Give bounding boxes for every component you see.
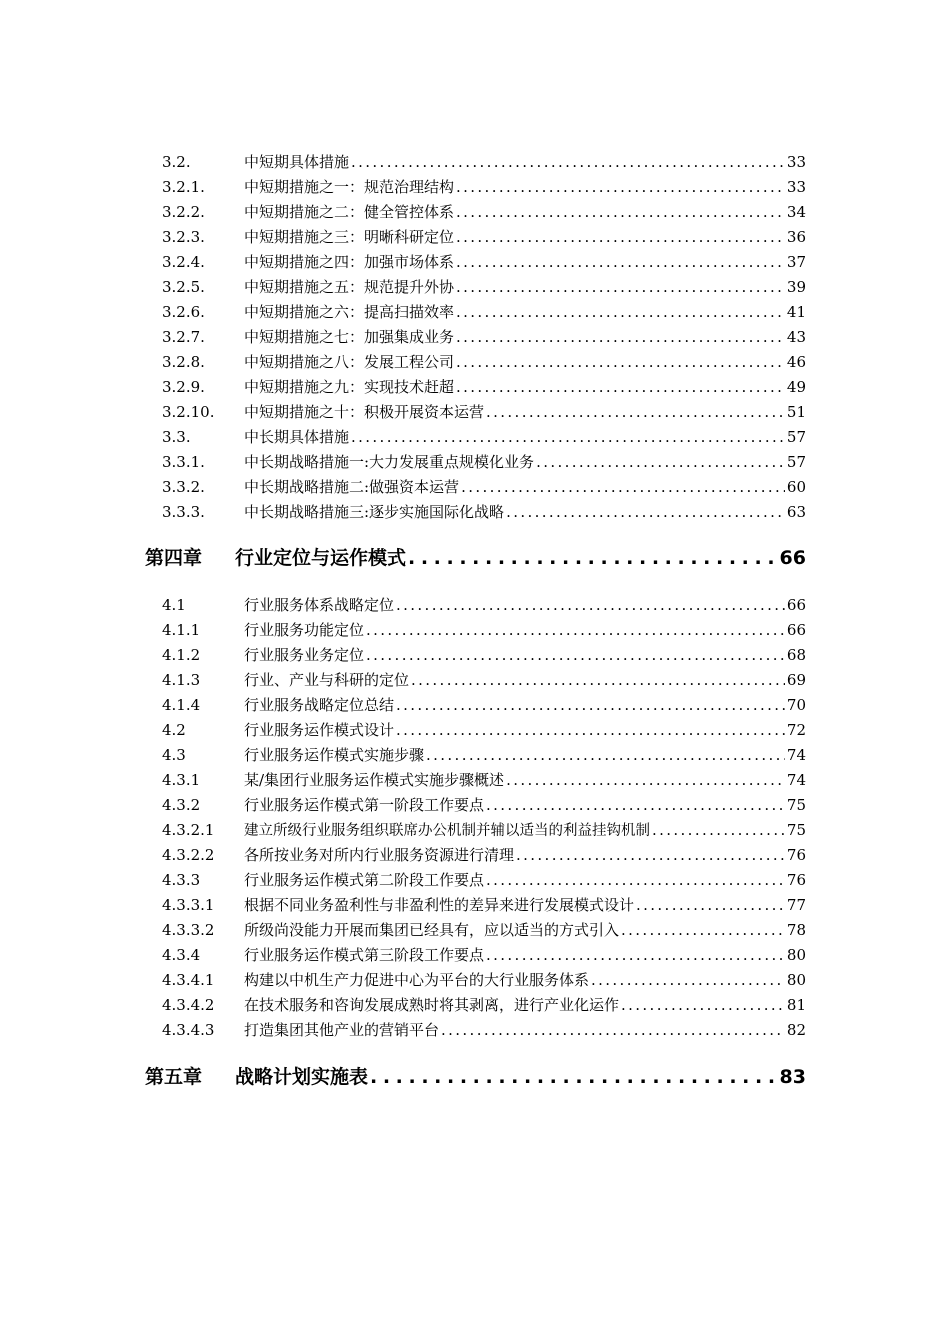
toc-entry[interactable] [162, 768, 806, 792]
toc-entry[interactable] [162, 843, 806, 867]
toc-entry-number: 3.2.7. [162, 328, 205, 346]
toc-entry-page: 77 [786, 896, 806, 914]
toc-entry[interactable] [162, 668, 806, 692]
toc-dot-leader [591, 968, 785, 992]
toc-entry-number: 4.3.3.2 [162, 921, 215, 939]
toc-entry-title: 中长期具体措施 [244, 428, 350, 446]
toc-entry-number: 4.3.2 [162, 796, 201, 814]
toc-entry-page: 74 [786, 771, 806, 789]
toc-entry-page: 41 [786, 303, 806, 321]
toc-entry-title: 根据不同业务盈利性与非盈利性的差异来进行发展模式设计 [244, 896, 635, 914]
toc-dot-leader [351, 425, 785, 449]
toc-entry-number: 3.2.10. [162, 403, 215, 421]
toc-dot-leader [351, 150, 785, 174]
toc-entry-title: 行业服务运作模式实施步骤 [244, 746, 425, 764]
toc-entry[interactable] [162, 693, 806, 717]
toc-entry[interactable] [162, 993, 806, 1017]
toc-entry[interactable] [162, 943, 806, 967]
toc-entry-number: 4.1.1 [162, 621, 201, 639]
toc-entry-number: 4.1.4 [162, 696, 201, 714]
toc-entry[interactable] [162, 225, 806, 249]
toc-dot-leader [396, 593, 785, 617]
toc-entry[interactable] [162, 643, 806, 667]
toc-entry-page: 75 [786, 821, 806, 839]
toc-dot-leader [456, 275, 785, 299]
toc-entry-title: 中短期具体措施 [244, 153, 350, 171]
toc-entry-number: 4.1.3 [162, 671, 201, 689]
toc-entry-number: 3.2.3. [162, 228, 205, 246]
toc-entry[interactable] [162, 1018, 806, 1042]
toc-entry-number: 3.3.1. [162, 453, 205, 471]
toc-dot-leader [621, 918, 785, 942]
toc-entry-page: 82 [786, 1021, 806, 1039]
toc-entry[interactable] [162, 743, 806, 767]
toc-entry-title: 中长期战略措施三:逐步实施国际化战略 [244, 503, 505, 521]
toc-entry-title: 行业服务运作模式第三阶段工作要点 [244, 946, 485, 964]
toc-entry[interactable] [162, 175, 806, 199]
toc-entry-page: 69 [786, 671, 806, 689]
toc-entry-page: 80 [786, 946, 806, 964]
toc-entry-page: 51 [786, 403, 806, 421]
toc-entry-title: 行业服务业务定位 [244, 646, 365, 664]
toc-entry-number: 4.3.3.1 [162, 896, 215, 914]
toc-entry[interactable] [162, 300, 806, 324]
toc-entry-title: 建立所级行业服务组织联席办公机制并辅以适当的利益挂钩机制 [244, 823, 650, 839]
toc-dot-leader [456, 375, 785, 399]
toc-dot-leader [456, 250, 785, 274]
toc-entry[interactable] [162, 425, 806, 449]
toc-entry-title: 中短期措施之九：实现技术赶超 [244, 378, 455, 396]
toc-entry[interactable] [162, 250, 806, 274]
toc-dot-leader [636, 893, 785, 917]
toc-entry[interactable] [162, 275, 806, 299]
chapter-page: 66 [779, 547, 806, 569]
toc-entry-number: 4.3.1 [162, 771, 201, 789]
toc-entry-page: 68 [786, 646, 806, 664]
toc-entry-title: 中短期措施之七：加强集成业务 [244, 328, 455, 346]
toc-entry-page: 70 [786, 696, 806, 714]
toc-entry[interactable] [162, 793, 806, 817]
toc-entry-number: 4.3.4.1 [162, 971, 215, 989]
toc-entry-page: 78 [786, 921, 806, 939]
toc-entry-title: 行业服务运作模式第一阶段工作要点 [244, 796, 485, 814]
toc-chapter-5[interactable] [145, 1062, 806, 1092]
toc-entry-page: 37 [786, 253, 806, 271]
toc-entry-title: 中短期措施之四：加强市场体系 [244, 253, 455, 271]
toc-entry[interactable] [162, 325, 806, 349]
toc-entry-title: 中短期措施之一：规范治理结构 [244, 178, 455, 196]
toc-chapter-4[interactable] [145, 543, 806, 573]
toc-entry-page: 57 [786, 453, 806, 471]
toc-entry-title: 中短期措施之六：提高扫描效率 [244, 303, 455, 321]
toc-entry-title: 行业服务运作模式第二阶段工作要点 [244, 871, 485, 889]
toc-dot-leader [486, 868, 785, 892]
toc-entry[interactable] [162, 475, 806, 499]
toc-entry-title: 中短期措施之二：健全管控体系 [244, 203, 455, 221]
toc-entry-page: 81 [786, 996, 806, 1014]
toc-entry-page: 33 [786, 178, 806, 196]
toc-entry-title: 行业服务运作模式设计 [244, 721, 395, 739]
toc-dot-leader [456, 175, 785, 199]
toc-entry-page: 36 [786, 228, 806, 246]
toc-entry-page: 66 [786, 596, 806, 614]
chapter-page: 83 [779, 1066, 806, 1088]
toc-entry-number: 3.2.2. [162, 203, 205, 221]
toc-entry-number: 3.2.9. [162, 378, 205, 396]
toc-dot-leader [456, 225, 785, 249]
toc-entry-page: 46 [786, 353, 806, 371]
toc-entry-number: 4.3.4.2 [162, 996, 215, 1014]
toc-entry-title: 打造集团其他产业的营销平台 [244, 1021, 440, 1039]
toc-entry-title: 行业服务体系战略定位 [244, 596, 395, 614]
toc-dot-leader [441, 1018, 785, 1042]
toc-entry-number: 4.3.2.1 [162, 821, 215, 839]
toc-dot-leader [456, 350, 785, 374]
toc-dot-leader [366, 618, 785, 642]
toc-dot-leader [486, 793, 785, 817]
toc-entry-page: 57 [786, 428, 806, 446]
toc-entry-title: 中短期措施之三：明晰科研定位 [244, 228, 455, 246]
toc-entry-title: 行业服务战略定位总结 [244, 696, 395, 714]
toc-dot-leader [456, 300, 785, 324]
toc-dot-leader [456, 325, 785, 349]
toc-entry-page: 60 [786, 478, 806, 496]
toc-entry-number: 3.2.6. [162, 303, 205, 321]
toc-entry-page: 75 [786, 796, 806, 814]
toc-entry-title: 中长期战略措施二:做强资本运营 [244, 478, 460, 496]
toc-entry-number: 4.3.4 [162, 946, 201, 964]
toc-entry-number: 3.3. [162, 428, 191, 446]
toc-entry-title: 某/集团行业服务运作模式实施步骤概述 [244, 771, 505, 789]
toc-entry-page: 43 [786, 328, 806, 346]
toc-entry-page: 66 [786, 621, 806, 639]
toc-entry-page: 33 [786, 153, 806, 171]
toc-entry-page: 63 [786, 503, 806, 521]
toc-entry[interactable] [162, 893, 806, 917]
toc-entry-page: 34 [786, 203, 806, 221]
toc-entry[interactable] [162, 200, 806, 224]
toc-entry[interactable] [162, 618, 806, 642]
toc-dot-leader [486, 400, 785, 424]
toc-dot-leader [408, 543, 778, 573]
toc-entry-number: 3.2.5. [162, 278, 205, 296]
toc-entry-page: 76 [786, 871, 806, 889]
toc-entry[interactable] [162, 350, 806, 374]
toc-dot-leader [621, 993, 785, 1017]
toc-entry-title: 中短期措施之五：规范提升外协 [244, 278, 455, 296]
toc-entry-page: 74 [786, 746, 806, 764]
toc-entry-number: 4.3.4.3 [162, 1021, 215, 1039]
toc-entry[interactable] [162, 500, 806, 524]
toc-entry-page: 80 [786, 971, 806, 989]
toc-entry[interactable] [162, 868, 806, 892]
toc-dot-leader [461, 475, 785, 499]
toc-entry[interactable] [162, 450, 806, 474]
toc-entry[interactable] [162, 918, 806, 942]
toc-dot-leader [366, 643, 785, 667]
toc-entry[interactable] [162, 718, 806, 742]
toc-dot-leader [506, 500, 785, 524]
toc-entry-number: 4.1 [162, 596, 186, 614]
chapter-number: 第四章 [145, 547, 203, 569]
toc-entry-page: 72 [786, 721, 806, 739]
toc-dot-leader [506, 768, 785, 792]
toc-entry-title: 行业、产业与科研的定位 [244, 671, 410, 689]
toc-entry[interactable] [162, 400, 806, 424]
toc-dot-leader [426, 743, 785, 767]
toc-dot-leader [396, 693, 785, 717]
toc-dot-leader [370, 1062, 778, 1092]
toc-entry[interactable] [162, 593, 806, 617]
toc-entry-page: 39 [786, 278, 806, 296]
toc-entry-number: 3.2.4. [162, 253, 205, 271]
toc-entry[interactable] [162, 150, 806, 174]
toc-entry-page: 49 [786, 378, 806, 396]
toc-entry-number: 4.1.2 [162, 646, 201, 664]
toc-entry-title: 中短期措施之八：发展工程公司 [244, 353, 455, 371]
toc-dot-leader [486, 943, 785, 967]
toc-entry[interactable] [162, 968, 806, 992]
toc-dot-leader [536, 450, 785, 474]
toc-entry-number: 3.2. [162, 153, 191, 171]
toc-entry-number: 4.2 [162, 721, 186, 739]
toc-dot-leader [411, 668, 785, 692]
toc-entry-title: 各所按业务对所内行业服务资源进行清理 [244, 846, 515, 864]
toc-entry-title: 行业服务功能定位 [244, 621, 365, 639]
toc-entry[interactable] [162, 375, 806, 399]
toc-entry-title: 中长期战略措施一:大力发展重点规模化业务 [244, 453, 535, 471]
chapter-title: 战略计划实施表 [235, 1066, 369, 1088]
toc-dot-leader [516, 843, 785, 867]
toc-entry-page: 76 [786, 846, 806, 864]
toc-entry-number: 4.3.3 [162, 871, 201, 889]
toc-dot-leader [456, 200, 785, 224]
toc-entry-number: 3.3.2. [162, 478, 205, 496]
toc-dot-leader [396, 718, 785, 742]
toc-entry-number: 3.3.3. [162, 503, 205, 521]
toc-entry-number: 4.3.2.2 [162, 846, 215, 864]
toc-entry-title: 中短期措施之十：积极开展资本运营 [244, 403, 485, 421]
chapter-number: 第五章 [145, 1066, 203, 1088]
toc-entry-number: 3.2.1. [162, 178, 205, 196]
toc-entry-title: 在技术服务和咨询发展成熟时将其剥离，进行产业化运作 [244, 996, 620, 1014]
toc-entry-number: 3.2.8. [162, 353, 205, 371]
toc-dot-leader [652, 818, 785, 842]
toc-entry-title: 所级尚没能力开展而集团已经具有，应以适当的方式引入 [244, 921, 620, 939]
toc-entry-title: 构建以中机生产力促进中心为平台的大行业服务体系 [244, 971, 590, 989]
toc-entry[interactable] [162, 818, 806, 842]
toc-entry-number: 4.3 [162, 746, 186, 764]
chapter-title: 行业定位与运作模式 [235, 547, 407, 569]
